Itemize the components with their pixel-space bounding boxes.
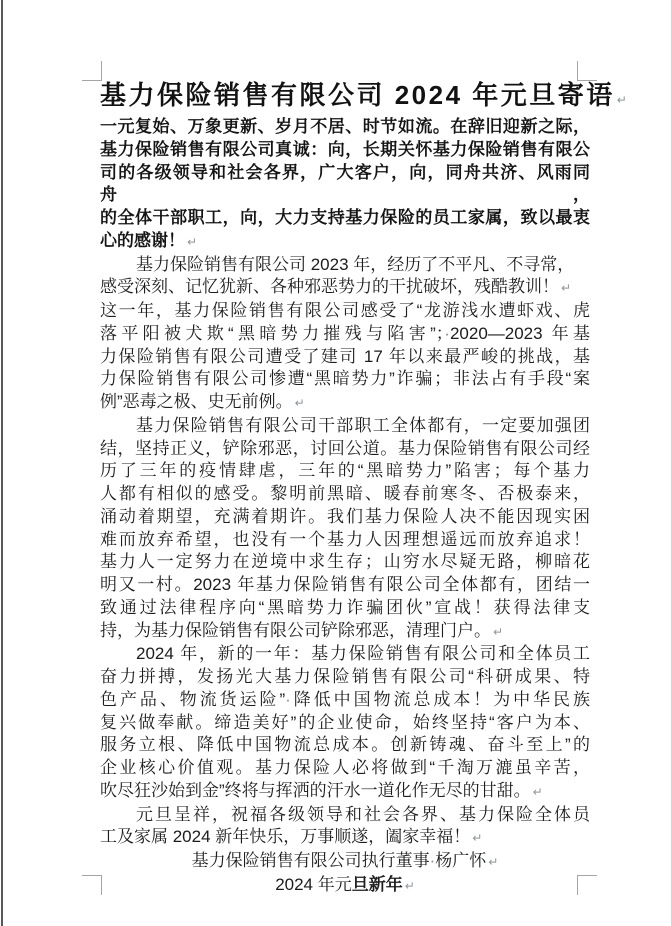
paragraph-mark-icon: ↵ (488, 855, 499, 869)
text-line (100, 529, 590, 552)
text-segment: 基力人一定努力在逆境中求生存；山穷水尽疑无路，柳暗花 (100, 552, 590, 572)
text-segment: 结，坚持正义，铲除邪恶，讨回公道。基力保险销售有限公司经 (100, 438, 590, 458)
date-line (100, 874, 590, 898)
text-segment: 基力保险销售有限公司 2023 年，经历了不平凡、不寻常， (136, 254, 575, 274)
text-segment: 明又一村。2023 年基力保险销售有限公司全体都有，团结一 (100, 575, 590, 594)
outlook-2024-paragraph (100, 643, 590, 803)
text-line (100, 346, 590, 369)
text-segment: 复兴做奉献。缔造美好”的企业使命，始终坚持“客户为本、 (100, 712, 590, 732)
text-line (100, 757, 590, 780)
paragraph-mark-icon: ↵ (187, 234, 198, 249)
text-line (100, 850, 590, 874)
text-line (100, 734, 590, 757)
margin-crop-mark-top-left (82, 61, 102, 81)
paragraph-mark-icon: ↵ (404, 878, 415, 893)
hardship-paragraph (100, 300, 590, 415)
text-segment: 心的感谢！ (100, 230, 185, 250)
text-line (100, 826, 590, 850)
text-line (100, 80, 627, 116)
signature-line (100, 850, 590, 874)
text-segment: 吹尽狂沙始到金”终将与挥洒的汗水一道化作无尽的甘甜。 (100, 780, 531, 800)
text-line (100, 643, 590, 666)
text-segment: 色产品、物流货运险” (100, 689, 286, 709)
text-segment: 力保险销售有限公司遭受了建司 17 年以来最严峻的挑战，基 (100, 346, 590, 366)
text-line (100, 574, 590, 597)
text-segment: 2024 年元 (275, 874, 352, 894)
text-line (100, 874, 590, 898)
text-line (100, 712, 590, 735)
text-line (100, 276, 590, 300)
text-segment: 基力保险销售有限公司干部职工全体都有，一定要加强团 (136, 415, 590, 435)
text-segment: 历了三年的疫情肆虐，三年的“黑暗势力”陷害；每个基力 (100, 461, 590, 481)
text-line (100, 620, 590, 644)
text-segment: 例”恶毒之极、史无前例。 (100, 392, 293, 411)
paragraph-mark-icon: ↵ (493, 624, 504, 639)
text-segment: 基力保险销售有限公司真诚：向，长期关怀基力保险销售有限公 (100, 139, 590, 159)
paragraph-mark-icon: ↵ (616, 93, 627, 107)
text-segment: 这一年，基力保险销售有限公司感受了“龙游浅水遭虾戏、虎 (100, 301, 590, 320)
greeting-paragraph (100, 116, 590, 254)
space-mark: · (444, 323, 450, 343)
paragraph-mark-icon: ↵ (294, 396, 305, 410)
margin-crop-mark-bottom-left (82, 875, 102, 895)
text-segment: 基力保险销售有限公司 2024 年元旦寄语 (100, 80, 615, 110)
text-segment: 司的各级领导和社会各界，广大客户，向，同舟共济、风雨同舟， (100, 162, 590, 205)
text-line (100, 460, 590, 483)
paragraph-mark-icon: ↵ (561, 281, 572, 296)
text-segment: 2020—2023 年基 (449, 323, 590, 343)
text-segment: 降低中国物流总成本！为中华民族 (290, 689, 591, 709)
text-line (100, 804, 590, 827)
margin-crop-mark-top-right (577, 61, 597, 81)
space-mark: · (285, 689, 291, 709)
text-line (100, 391, 590, 415)
text-line (100, 780, 590, 804)
text-segment: 杨广怀 (435, 851, 487, 870)
review-2023-paragraph (100, 254, 590, 301)
space-mark: · (429, 851, 436, 870)
paragraph-mark-icon: ↵ (532, 784, 543, 799)
text-line (100, 300, 590, 323)
blessing-paragraph (100, 804, 590, 851)
text-line (100, 597, 590, 620)
text-segment: 2024 年，新的一年：基力保险销售有限公司和全体员工 (136, 644, 590, 664)
page-left-edge (1, 0, 3, 926)
text-segment: 一元复始、万象更新、岁月不居、时节如流。在辞旧迎新之际， (100, 117, 590, 136)
text-segment: 人都有相似的感受。黎明前黑暗、暖春前寒冬、否极泰来， (100, 484, 590, 503)
text-line (100, 666, 590, 689)
text-line (100, 207, 590, 230)
text-line (100, 254, 590, 277)
text-segment: 奋力拼搏，发扬光大基力保险销售有限公司“科研成果、特 (100, 667, 590, 686)
text-segment: 元旦呈祥，祝福各级领导和社会各界、基力保险全体员 (136, 804, 590, 824)
text-line (100, 162, 590, 208)
document-title (100, 80, 627, 116)
text-line (100, 415, 590, 438)
text-line (100, 139, 590, 162)
text-line (100, 689, 590, 712)
paragraph-mark-icon: ↵ (472, 831, 483, 846)
document-content[interactable] (100, 80, 627, 898)
text-segment: 感受深刻、记忆犹新、各种邪恶势力的干扰破坏，残酷教训！ (100, 277, 559, 297)
text-segment: 服务立根、降低中国物流总成本。创新铸魂、奋斗至上”的 (100, 735, 590, 755)
unity-paragraph (100, 415, 590, 644)
text-line (100, 230, 590, 254)
text-line (100, 116, 590, 139)
text-segment: 企业核心价值观。基力保险人必将做到“千淘万漉虽辛苦， (100, 758, 590, 777)
text-segment: 力保险销售有限公司惨遭“黑暗势力”诈骗；非法占有手段“案 (100, 369, 590, 389)
text-line (100, 506, 590, 529)
text-segment: 的全体干部职工，向，大力支持基力保险的员工家属，致以最衷 (100, 208, 590, 227)
text-segment: 基力保险销售有限公司执行董事 (191, 851, 430, 870)
text-segment: 落平阳被犬欺“黑暗势力摧残与陷害”； (100, 323, 445, 343)
text-line (100, 483, 590, 506)
text-line (100, 551, 590, 574)
text-segment: 难而放弃希望，也没有一个基力人因理想遥远而放弃追求！ (100, 529, 590, 549)
text-line (100, 323, 590, 346)
text-segment: 旦新年 (351, 874, 403, 894)
text-line (100, 438, 590, 461)
text-line (100, 368, 590, 391)
text-segment: 持，为基力保险销售有限公司铲除邪恶，清理门户。 (100, 620, 491, 640)
text-segment: 涌动着期望，充满着期许。我们基力保险人决不能因现实困 (100, 506, 590, 526)
text-segment: 致通过法律程序向“黑暗势力诈骗团伙”宣战！获得法律支 (100, 597, 590, 617)
text-segment: 工及家属 2024 新年快乐，万事顺遂，阖家幸福！ (100, 827, 471, 847)
